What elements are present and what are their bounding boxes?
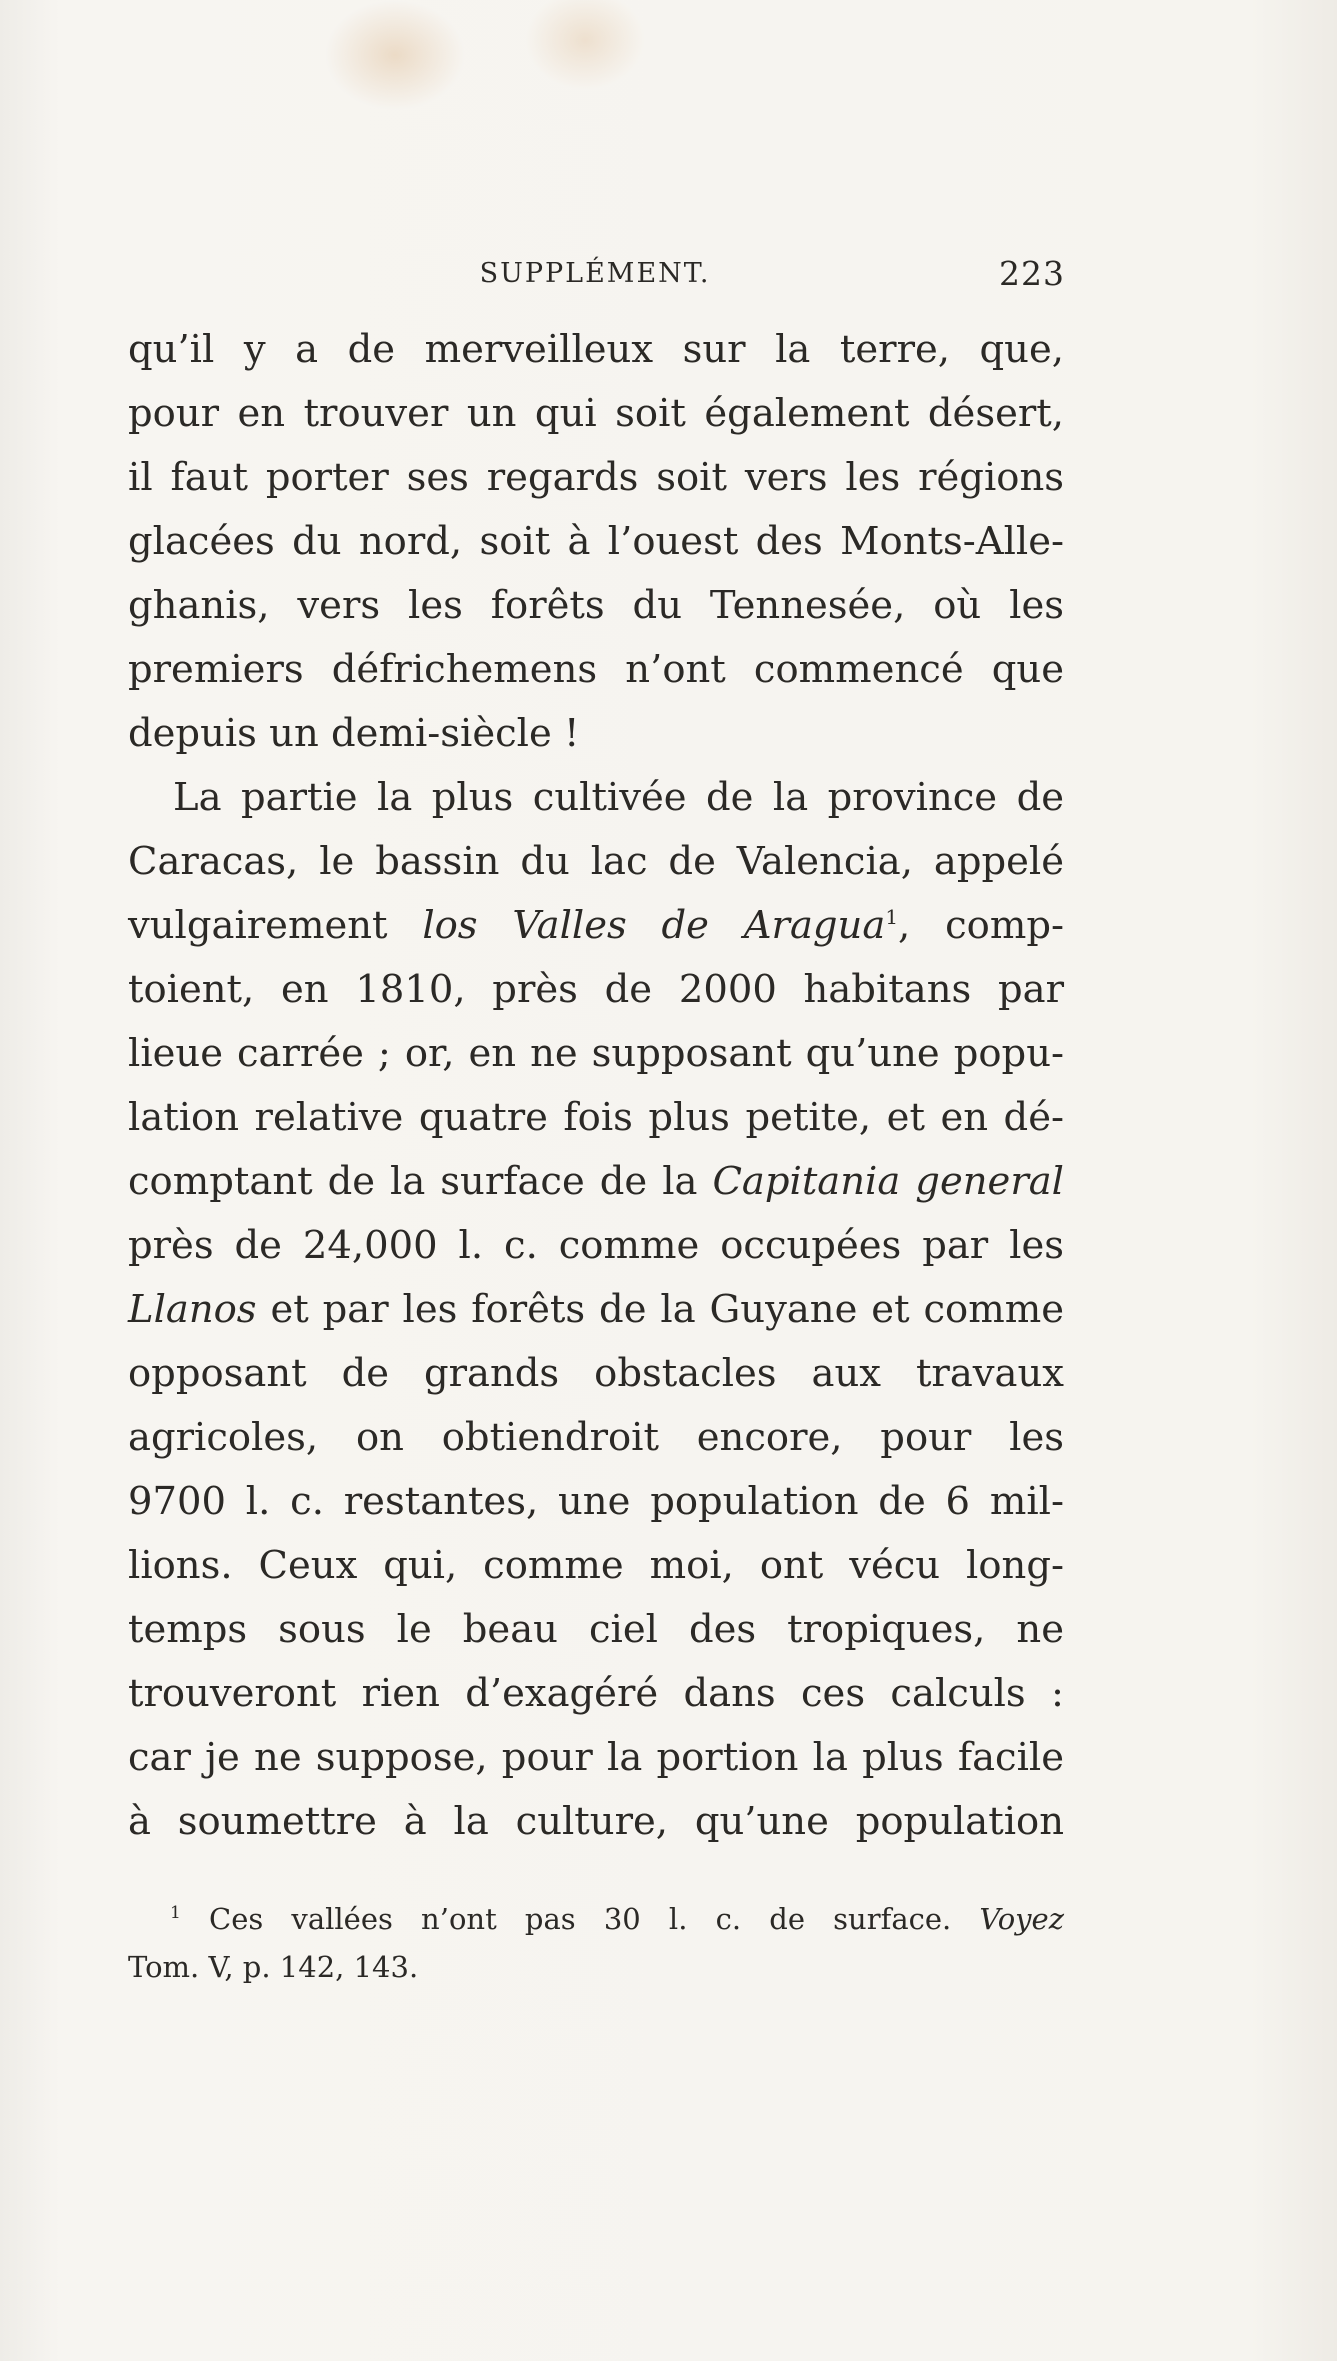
footnote-line: Tom. V, p. 142, 143.	[128, 1950, 419, 1984]
text-line: lation relative quatre fois plus petite, et en dé-	[128, 1095, 1064, 1140]
text-line: à soumettre à la culture, qu’une population	[128, 1799, 1064, 1844]
text-line: agricoles, on obtiendroit encore, pour les	[128, 1415, 1064, 1460]
text-line: temps sous le beau ciel des tropiques, ne	[128, 1607, 1064, 1652]
text-line: lieue carrée ; or, en ne supposant qu’une popu-	[128, 1031, 1064, 1076]
text-line: opposant de grands obstacles aux travaux	[128, 1351, 1064, 1396]
footnote-marker: 1	[170, 1903, 181, 1923]
text-span: et par les forêts de la Guyane et comme	[256, 1287, 1064, 1332]
text-line: près de 24,000 l. c. comme occupées par les	[128, 1223, 1064, 1268]
text-line: 9700 l. c. restantes, une population de 6 mil-	[128, 1479, 1064, 1524]
page-number: 223	[999, 254, 1065, 293]
paragraph-start-line: La partie la plus cultivée de la province de	[173, 775, 1064, 820]
footnote-text: Ces vallées n’ont pas 30 l. c. de surface.	[209, 1902, 980, 1936]
footnote	[128, 1895, 1064, 1991]
running-head	[125, 254, 1065, 298]
text-span: comptant de la surface de la	[128, 1159, 713, 1204]
text-line: car je ne suppose, pour la portion la plus facile	[128, 1735, 1064, 1780]
footnote-italic: Voyez	[979, 1902, 1064, 1936]
footnote-line	[128, 1895, 1064, 1943]
text-line: trouveront rien d’exagéré dans ces calculs :	[128, 1671, 1064, 1716]
text-line: toient, en 1810, près de 2000 habitans par	[128, 967, 1064, 1012]
text-line: Caracas, le bassin du lac de Valencia, appelé	[128, 839, 1064, 884]
running-title: SUPPLÉMENT.	[479, 258, 711, 289]
text-line: premiers défrichemens n’ont commencé que	[128, 647, 1064, 692]
text-line: qu’il y a de merveilleux sur la terre, que,	[128, 327, 1064, 372]
text-line-with-italic	[128, 1150, 1064, 1214]
italic-text: Llanos	[128, 1287, 257, 1332]
text-line: lions. Ceux qui, comme moi, ont vécu long-	[128, 1543, 1064, 1588]
body-text	[128, 318, 1064, 1854]
footnote-reference[interactable]: 1	[885, 905, 899, 929]
text-line: il faut porter ses regards soit vers les régions	[128, 455, 1064, 500]
italic-text: Capitania general	[712, 1159, 1064, 1204]
italic-text: los Valles de Aragua	[422, 903, 886, 948]
text-span: vulgairement	[128, 903, 423, 948]
text-line: pour en trouver un qui soit également désert,	[128, 391, 1064, 436]
paragraph-end-line: depuis un demi-siècle !	[128, 711, 580, 756]
text-span: , comp-	[898, 903, 1064, 948]
text-line-with-italic	[128, 1278, 1064, 1342]
text-line-with-italic	[128, 894, 1064, 958]
text-line: glacées du nord, soit à l’ouest des Monts-Alle-	[128, 519, 1064, 564]
text-line: ghanis, vers les forêts du Tennesée, où les	[128, 583, 1064, 628]
